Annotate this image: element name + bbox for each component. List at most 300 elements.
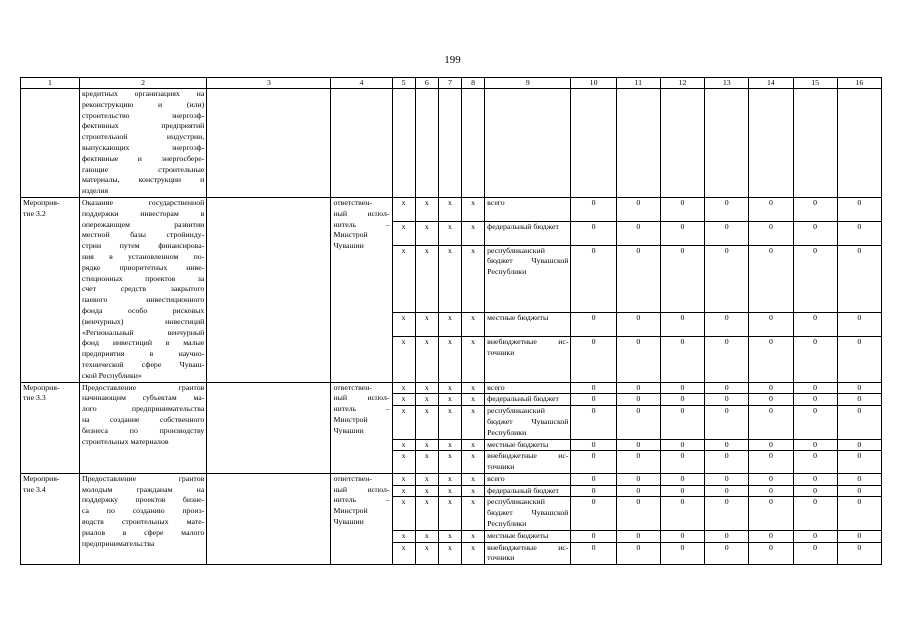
code-cell: x	[438, 245, 461, 312]
value-cell: 0	[616, 382, 660, 394]
empty-cell	[438, 89, 461, 198]
funding-source-line: местные бюджеты	[487, 313, 549, 323]
value-cell: 0	[837, 336, 881, 382]
code-cell: x	[438, 542, 461, 565]
value-cell: 0	[705, 451, 749, 474]
code-cell: x	[415, 439, 438, 451]
value-cell: 0	[616, 439, 660, 451]
code-cell: x	[392, 530, 415, 542]
funding-source-line: федеральный бюджет	[487, 221, 559, 231]
description-line: фективных предприятий	[81, 121, 205, 131]
value-cell: 0	[749, 245, 793, 312]
responsible-line: ный испол-	[333, 208, 390, 218]
value-cell: 0	[749, 197, 793, 221]
code-cell: x	[392, 406, 415, 439]
column-header-cell: 15	[793, 78, 837, 89]
code-cell: x	[392, 439, 415, 451]
responsible-line: ответствен-	[333, 382, 373, 392]
responsible-line: Чувашии	[333, 517, 364, 527]
description-line: стиционных проектов за	[81, 273, 205, 283]
value-cell: 0	[616, 406, 660, 439]
page-number: 199	[444, 54, 461, 66]
value-cell: 0	[616, 197, 660, 221]
value-cell: 0	[705, 245, 749, 312]
empty-cell	[485, 89, 571, 198]
code-cell: x	[415, 451, 438, 474]
description-line: бизнеса по производству	[81, 425, 205, 435]
empty-cell	[331, 89, 392, 198]
value-cell: 0	[793, 497, 837, 530]
value-cell: 0	[837, 542, 881, 565]
responsible-line: ный испол-	[333, 484, 390, 494]
description-line: начинающим субъектам ма-	[81, 393, 205, 403]
value-cell: 0	[837, 394, 881, 406]
code-cell: x	[462, 221, 485, 245]
column-header-cell: 16	[837, 78, 881, 89]
event-id-cell	[21, 382, 80, 473]
event-id-cell	[21, 197, 80, 382]
code-cell: x	[438, 485, 461, 497]
value-cell: 0	[793, 439, 837, 451]
code-cell: x	[415, 313, 438, 337]
code-cell: x	[392, 221, 415, 245]
value-cell: 0	[749, 382, 793, 394]
event-id-line: тие 3.4	[23, 484, 46, 494]
funding-source-line: всего	[487, 473, 505, 483]
source-row	[21, 473, 882, 485]
value-cell: 0	[571, 451, 616, 474]
funding-source-line: республиканский	[487, 497, 545, 507]
description-line: на создание собственного	[81, 414, 205, 424]
funding-source-cell	[485, 221, 571, 245]
funding-source-line: точники	[487, 347, 515, 357]
responsible-cell	[331, 473, 392, 564]
code-cell: x	[415, 221, 438, 245]
code-cell: x	[438, 336, 461, 382]
value-cell: 0	[837, 485, 881, 497]
code-cell: x	[438, 473, 461, 485]
funding-source-line: бюджет Чувашской	[487, 416, 569, 426]
description-line: молодым гражданам на	[81, 484, 205, 494]
code-cell: x	[392, 382, 415, 394]
value-cell: 0	[660, 245, 704, 312]
event-description-cell	[79, 473, 206, 564]
column-header-cell: 14	[749, 78, 793, 89]
description-line: изделия	[81, 186, 109, 196]
column-header-cell: 11	[616, 78, 660, 89]
code-cell: x	[438, 394, 461, 406]
code-cell: x	[462, 245, 485, 312]
description-line: ской Республики»	[81, 370, 142, 380]
value-cell: 0	[837, 451, 881, 474]
funding-source-line: федеральный бюджет	[487, 394, 559, 404]
description-line: (венчурных) инвестиций	[81, 316, 205, 326]
value-cell: 0	[749, 221, 793, 245]
code-cell: x	[415, 382, 438, 394]
value-cell: 0	[616, 245, 660, 312]
funding-source-cell	[485, 394, 571, 406]
value-cell: 0	[793, 382, 837, 394]
description-line: технической сфере Чуваш-	[81, 359, 205, 369]
responsible-cell	[331, 197, 392, 382]
code-cell: x	[392, 451, 415, 474]
value-cell: 0	[837, 245, 881, 312]
funding-source-line: бюджет Чувашской	[487, 256, 569, 266]
column-header-cell: 7	[438, 78, 461, 89]
funding-source-cell	[485, 382, 571, 394]
value-cell: 0	[705, 473, 749, 485]
code-cell: x	[438, 451, 461, 474]
value-cell: 0	[705, 497, 749, 530]
code-cell: x	[462, 542, 485, 565]
value-cell: 0	[660, 313, 704, 337]
value-cell: 0	[749, 394, 793, 406]
code-cell: x	[392, 485, 415, 497]
value-cell: 0	[571, 485, 616, 497]
value-cell: 0	[571, 313, 616, 337]
description-line: кредитных организациях на	[81, 89, 205, 98]
column-header-cell: 5	[392, 78, 415, 89]
value-cell: 0	[705, 221, 749, 245]
empty-cell	[207, 89, 331, 198]
value-cell: 0	[616, 336, 660, 382]
responsible-line: Минстрой	[333, 506, 368, 516]
funding-source-cell	[485, 485, 571, 497]
funding-source-line: внебюджетные ис-	[487, 542, 569, 552]
column-header-cell: 9	[485, 78, 571, 89]
result-cell	[207, 197, 331, 382]
code-cell: x	[438, 497, 461, 530]
value-cell: 0	[793, 542, 837, 565]
code-cell: x	[438, 221, 461, 245]
code-cell: x	[415, 473, 438, 485]
funding-source-cell	[485, 313, 571, 337]
value-cell: 0	[793, 451, 837, 474]
value-cell: 0	[837, 406, 881, 439]
description-line: ния в установленном по-	[81, 251, 205, 261]
code-cell: x	[392, 473, 415, 485]
value-cell: 0	[571, 197, 616, 221]
funding-source-line: Республики	[487, 427, 527, 437]
value-cell: 0	[793, 197, 837, 221]
value-cell: 0	[705, 406, 749, 439]
code-cell: x	[438, 406, 461, 439]
column-header-cell: 3	[207, 78, 331, 89]
empty-cell	[660, 89, 704, 198]
value-cell: 0	[571, 406, 616, 439]
code-cell: x	[415, 197, 438, 221]
value-cell: 0	[793, 313, 837, 337]
funding-source-line: всего	[487, 382, 505, 392]
value-cell: 0	[705, 394, 749, 406]
column-header-cell: 10	[571, 78, 616, 89]
funding-source-line: точники	[487, 553, 515, 563]
description-line: са по созданию произ-	[81, 506, 205, 516]
responsible-line: ный испол-	[333, 393, 390, 403]
value-cell: 0	[616, 485, 660, 497]
code-cell: x	[392, 313, 415, 337]
value-cell: 0	[660, 439, 704, 451]
code-cell: x	[392, 542, 415, 565]
value-cell: 0	[793, 245, 837, 312]
value-cell: 0	[793, 485, 837, 497]
code-cell: x	[392, 245, 415, 312]
description-line: предприятия в научно-	[81, 349, 205, 359]
empty-cell	[392, 89, 415, 198]
value-cell: 0	[837, 197, 881, 221]
code-cell: x	[462, 406, 485, 439]
description-line: лого предпринимательства	[81, 404, 205, 414]
description-line: рядке приоритетных инве-	[81, 262, 205, 272]
column-header-row	[21, 78, 882, 89]
event-id-line: тие 3.3	[23, 393, 46, 403]
funding-source-line: всего	[487, 197, 505, 207]
value-cell: 0	[705, 542, 749, 565]
value-cell: 0	[837, 313, 881, 337]
value-cell: 0	[705, 336, 749, 382]
funding-source-line: республиканский	[487, 406, 545, 416]
code-cell: x	[438, 382, 461, 394]
value-cell: 0	[571, 221, 616, 245]
funding-source-line: республиканский	[487, 245, 545, 255]
description-line: стрии путем финансирова-	[81, 241, 205, 251]
description-line: фонд инвестиций в малые	[81, 338, 205, 348]
description-line: поддержки инвесторам в	[81, 208, 205, 218]
code-cell: x	[462, 313, 485, 337]
code-cell: x	[462, 497, 485, 530]
value-cell: 0	[616, 497, 660, 530]
code-cell: x	[462, 336, 485, 382]
responsible-line: нитель –	[333, 495, 390, 505]
value-cell: 0	[749, 336, 793, 382]
value-cell: 0	[571, 382, 616, 394]
event-description-cell	[79, 89, 206, 198]
description-line: реконструкцию и (или)	[81, 99, 205, 109]
funding-source-line: бюджет Чувашской	[487, 508, 569, 518]
value-cell: 0	[793, 336, 837, 382]
value-cell: 0	[705, 485, 749, 497]
responsible-line: Чувашии	[333, 241, 364, 251]
event-description-cell	[79, 197, 206, 382]
funding-source-line: внебюджетные ис-	[487, 336, 569, 346]
value-cell: 0	[705, 382, 749, 394]
value-cell: 0	[660, 336, 704, 382]
funding-source-cell	[485, 497, 571, 530]
event-id-line: Мероприя-	[23, 382, 60, 392]
empty-cell	[415, 89, 438, 198]
value-cell: 0	[660, 497, 704, 530]
responsible-line: Минстрой	[333, 414, 368, 424]
value-cell: 0	[571, 530, 616, 542]
description-line: счет средств закрытого	[81, 284, 205, 294]
value-cell: 0	[571, 245, 616, 312]
code-cell: x	[438, 313, 461, 337]
description-line: опережающем развитии	[81, 219, 205, 229]
description-line: предпринимательства	[81, 538, 155, 548]
value-cell: 0	[660, 394, 704, 406]
value-cell: 0	[571, 336, 616, 382]
value-cell: 0	[793, 530, 837, 542]
code-cell: x	[438, 530, 461, 542]
funding-source-cell	[485, 439, 571, 451]
value-cell: 0	[793, 394, 837, 406]
value-cell: 0	[616, 221, 660, 245]
funding-source-line: местные бюджеты	[487, 530, 549, 540]
value-cell: 0	[749, 497, 793, 530]
value-cell: 0	[660, 451, 704, 474]
description-line: строительство энергоэф-	[81, 110, 205, 120]
value-cell: 0	[660, 221, 704, 245]
value-cell: 0	[660, 406, 704, 439]
code-cell: x	[462, 439, 485, 451]
empty-cell	[462, 89, 485, 198]
empty-cell	[616, 89, 660, 198]
value-cell: 0	[749, 485, 793, 497]
event-id-line: Мероприя-	[23, 197, 60, 207]
funding-source-line: Республики	[487, 267, 527, 277]
value-cell: 0	[793, 406, 837, 439]
description-line: Оказание государственной	[81, 197, 205, 207]
funding-source-line: местные бюджеты	[487, 439, 549, 449]
value-cell: 0	[616, 394, 660, 406]
code-cell: x	[415, 485, 438, 497]
value-cell: 0	[660, 197, 704, 221]
responsible-line: Чувашии	[333, 425, 364, 435]
value-cell: 0	[837, 221, 881, 245]
funding-source-line: точники	[487, 462, 515, 472]
event-description-cell	[79, 382, 206, 473]
value-cell: 0	[571, 394, 616, 406]
code-cell: x	[392, 394, 415, 406]
column-header-cell: 8	[462, 78, 485, 89]
responsible-line: нитель –	[333, 404, 390, 414]
empty-cell	[571, 89, 616, 198]
column-header-cell: 12	[660, 78, 704, 89]
value-cell: 0	[749, 530, 793, 542]
value-cell: 0	[660, 485, 704, 497]
value-cell: 0	[571, 497, 616, 530]
code-cell: x	[415, 245, 438, 312]
value-cell: 0	[749, 313, 793, 337]
responsible-line: нитель –	[333, 219, 390, 229]
funding-source-line: внебюджетные ис-	[487, 451, 569, 461]
value-cell: 0	[837, 497, 881, 530]
funding-source-cell	[485, 197, 571, 221]
code-cell: x	[392, 336, 415, 382]
description-line: гающие строительные	[81, 164, 205, 174]
value-cell: 0	[705, 197, 749, 221]
code-cell: x	[415, 542, 438, 565]
value-cell: 0	[749, 451, 793, 474]
funding-source-line: федеральный бюджет	[487, 485, 559, 495]
empty-cell	[749, 89, 793, 198]
funding-source-cell	[485, 245, 571, 312]
funding-source-cell	[485, 336, 571, 382]
funding-source-cell	[485, 530, 571, 542]
responsible-line: ответствен-	[333, 473, 373, 483]
responsible-line: Минстрой	[333, 230, 368, 240]
code-cell: x	[438, 439, 461, 451]
value-cell: 0	[616, 451, 660, 474]
column-header-cell: 1	[21, 78, 80, 89]
source-row	[21, 382, 882, 394]
value-cell: 0	[749, 439, 793, 451]
code-cell: x	[415, 530, 438, 542]
code-cell: x	[392, 497, 415, 530]
event-id-cell	[21, 473, 80, 564]
funding-source-cell	[485, 542, 571, 565]
responsible-line: ответствен-	[333, 197, 373, 207]
code-cell: x	[415, 394, 438, 406]
result-cell	[207, 382, 331, 473]
value-cell: 0	[616, 313, 660, 337]
description-line: Предоставление грантов	[81, 473, 205, 483]
code-cell: x	[415, 406, 438, 439]
description-line: водств строительных мате-	[81, 517, 205, 527]
value-cell: 0	[571, 473, 616, 485]
value-cell: 0	[705, 313, 749, 337]
funding-source-cell	[485, 451, 571, 474]
value-cell: 0	[660, 542, 704, 565]
value-cell: 0	[837, 473, 881, 485]
code-cell: x	[462, 451, 485, 474]
event-id-line: Мероприя-	[23, 473, 60, 483]
value-cell: 0	[793, 221, 837, 245]
code-cell: x	[462, 382, 485, 394]
description-line: паевого инвестиционного	[81, 295, 205, 305]
code-cell: x	[462, 197, 485, 221]
value-cell: 0	[837, 382, 881, 394]
empty-cell	[837, 89, 881, 198]
value-cell: 0	[616, 542, 660, 565]
column-header-cell: 4	[331, 78, 392, 89]
description-line: строительных материалов	[81, 436, 169, 446]
value-cell: 0	[571, 542, 616, 565]
description-line: строительной индустрии,	[81, 132, 205, 142]
continuation-row	[21, 89, 882, 198]
value-cell: 0	[837, 530, 881, 542]
description-line: местной базы стройинду-	[81, 230, 205, 240]
code-cell: x	[392, 197, 415, 221]
description-line: «Региональный венчурный	[81, 327, 205, 337]
code-cell: x	[438, 197, 461, 221]
value-cell: 0	[793, 473, 837, 485]
value-cell: 0	[660, 382, 704, 394]
empty-cell	[705, 89, 749, 198]
description-line: Предоставление грантов	[81, 382, 205, 392]
event-id-line: тие 3.2	[23, 208, 46, 218]
result-cell	[207, 473, 331, 564]
description-line: фективные и энергосбере-	[81, 153, 205, 163]
value-cell: 0	[749, 542, 793, 565]
column-header-cell: 6	[415, 78, 438, 89]
value-cell: 0	[616, 530, 660, 542]
value-cell: 0	[749, 473, 793, 485]
description-line: риалов в сфере малого	[81, 527, 205, 537]
funding-source-line: Республики	[487, 519, 527, 529]
responsible-cell	[331, 382, 392, 473]
value-cell: 0	[837, 439, 881, 451]
description-line: выпускающих энергоэф-	[81, 142, 205, 152]
code-cell: x	[462, 485, 485, 497]
value-cell: 0	[571, 439, 616, 451]
funding-source-cell	[485, 406, 571, 439]
empty-cell	[793, 89, 837, 198]
column-header-cell: 2	[79, 78, 206, 89]
column-header-cell: 13	[705, 78, 749, 89]
value-cell: 0	[705, 439, 749, 451]
value-cell: 0	[616, 473, 660, 485]
